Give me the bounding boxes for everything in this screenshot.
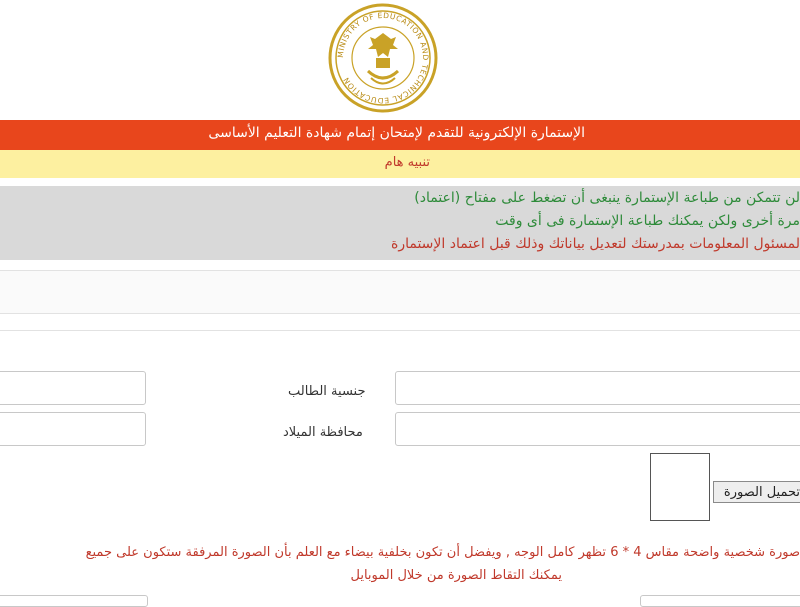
photo-note-line-2: يمكنك التقاط الصورة من خلال الموبايل	[350, 568, 562, 583]
nationality-related-field-left[interactable]	[0, 371, 146, 405]
notice-line-2: مرة أخرى ولكن يمكنك طباعة الإستمارة فى أى وقت	[495, 213, 800, 229]
bottom-field-right[interactable]	[640, 595, 800, 607]
notice-line-3: لمسئول المعلومات بمدرستك لتعديل بياناتك وذلك قبل اعتماد الإستمارة	[390, 236, 800, 252]
form-section-panel	[0, 270, 800, 314]
eagle-emblem-icon	[328, 3, 438, 113]
birth-governorate-field[interactable]	[395, 412, 800, 446]
alert-heading: تنبيه هام	[384, 155, 430, 170]
important-alert-bar	[0, 150, 800, 178]
birth-governorate-label: محافظة الميلاد	[283, 425, 363, 440]
photo-note-line-1: صورة شخصية واضحة مقاس 4 * 6 تظهر كامل الوجه , ويفضل أن تكون بخلفية بيضاء مع العلم بأن الصورة المرفقة ستكون على جميع	[85, 545, 800, 560]
birth-governorate-related-field-left[interactable]	[0, 412, 146, 446]
bottom-field-left[interactable]	[0, 595, 148, 607]
notice-box	[0, 186, 800, 260]
section-divider	[0, 330, 800, 331]
nationality-field[interactable]	[395, 371, 800, 405]
logo-ring-text: MINISTRY OF EDUCATION AND TECHNICAL EDUCATION	[335, 10, 431, 106]
nationality-label: جنسية الطالب	[288, 384, 366, 399]
form-title-banner	[0, 120, 800, 150]
form-title: الإستمارة الإلكترونية للتقدم لإمتحان إتمام شهادة التعليم الأساسى	[208, 125, 585, 141]
ministry-logo	[328, 3, 438, 113]
notice-line-1: لن تتمكن من طباعة الإستمارة ينبغى أن تضغط على مفتاح (اعتماد)	[414, 190, 800, 206]
upload-photo-button[interactable]: تحميل الصورة	[713, 481, 800, 503]
photo-preview-box	[650, 453, 710, 521]
